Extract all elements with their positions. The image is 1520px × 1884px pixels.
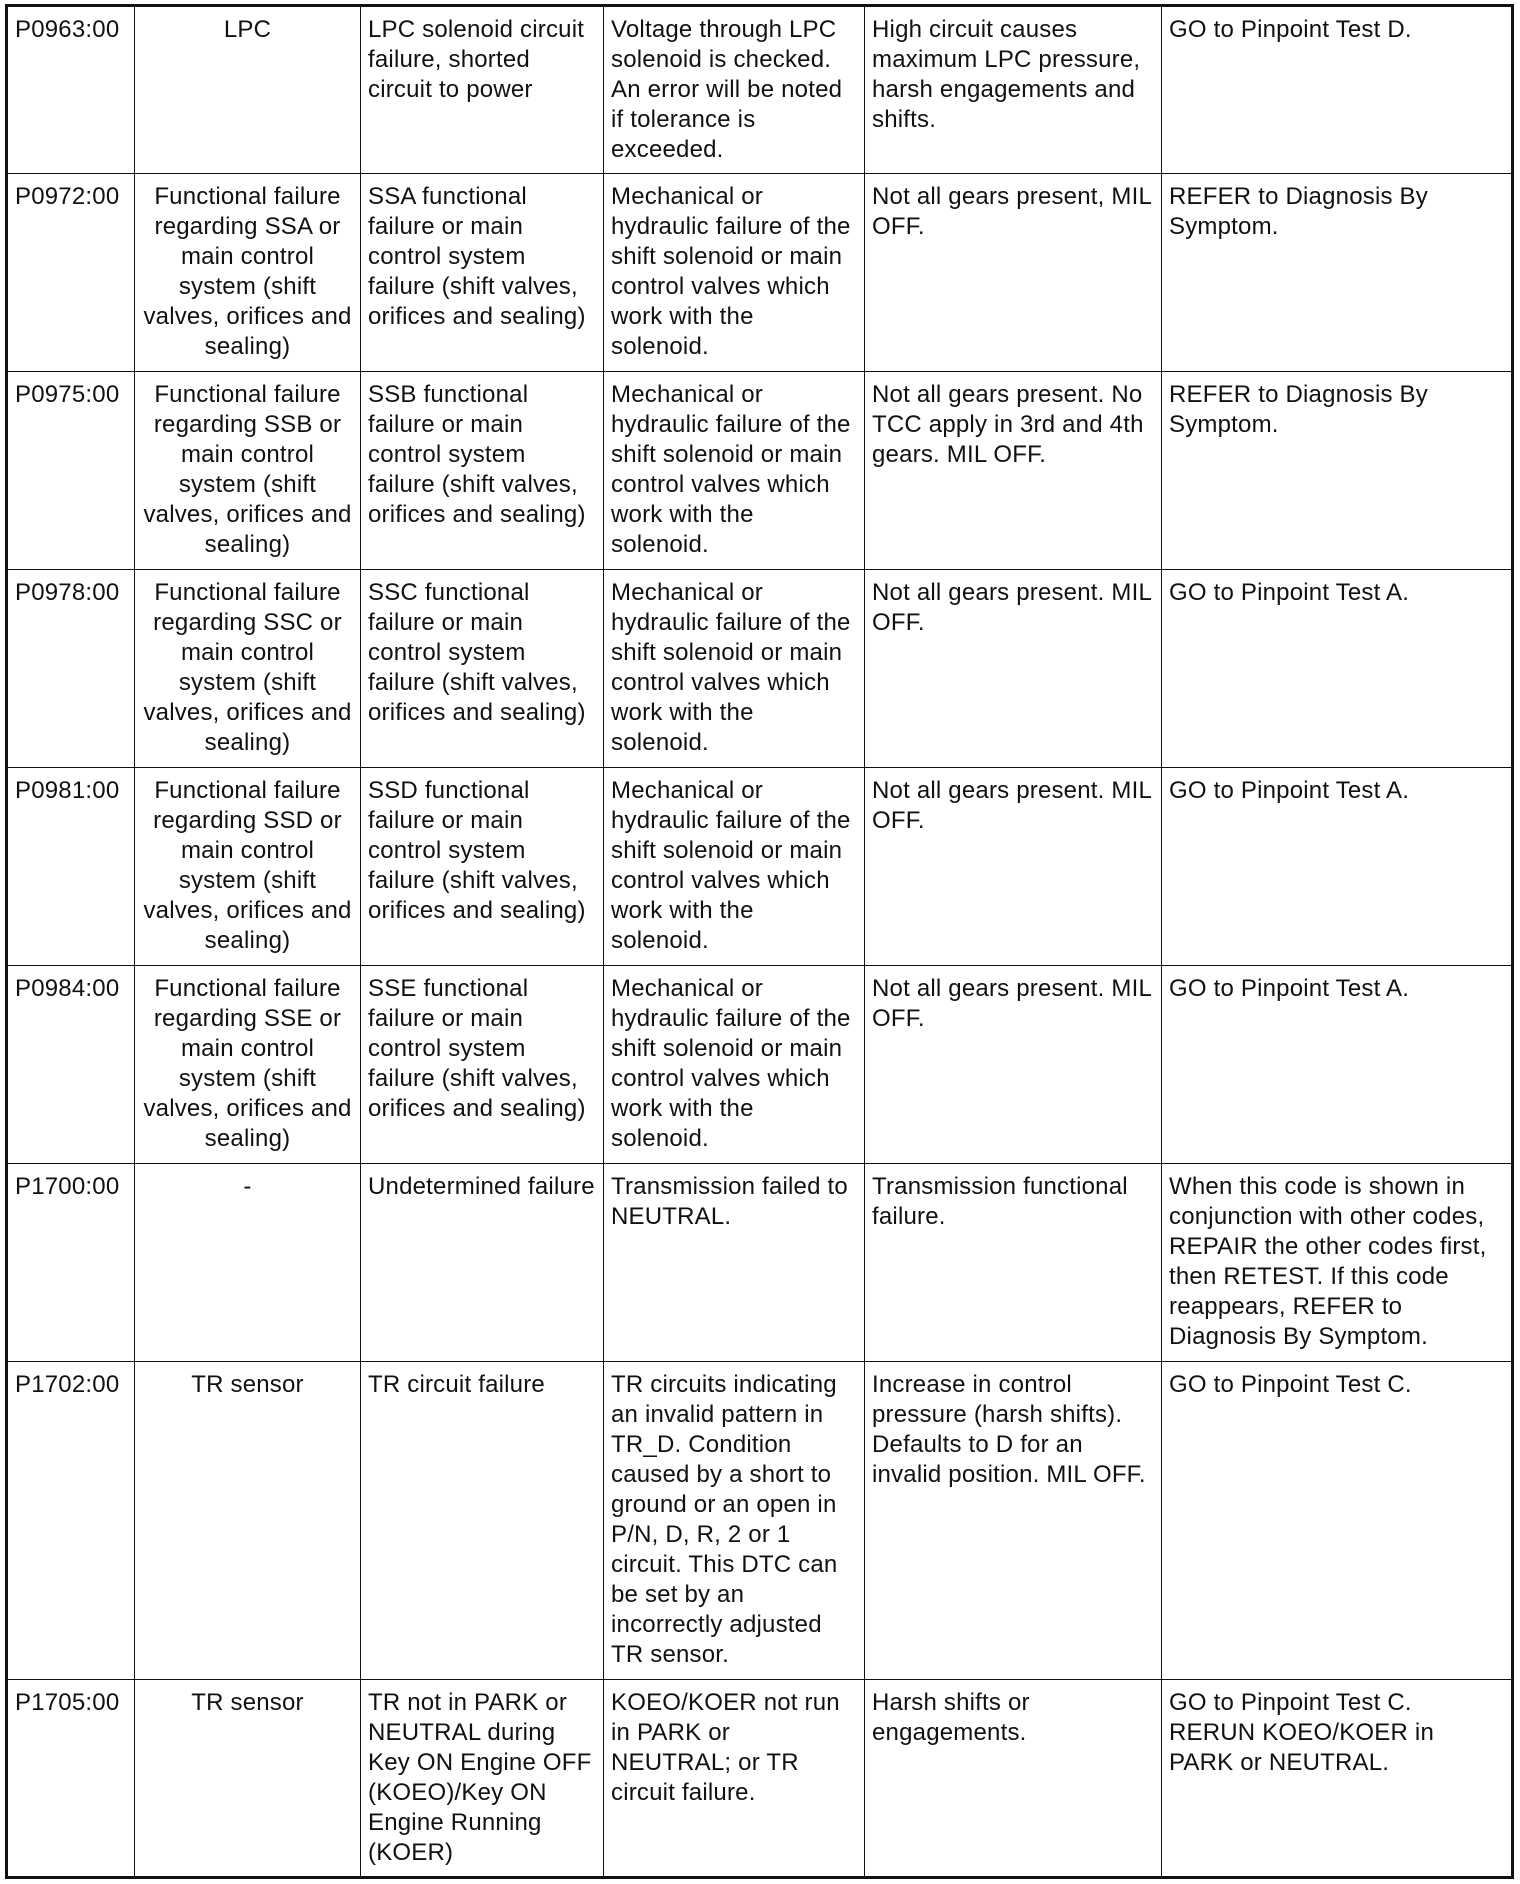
action: GO to Pinpoint Test C. — [1162, 1362, 1513, 1680]
description: Undetermined failure — [361, 1164, 604, 1362]
symptom: Increase in control pressure (harsh shifts). Defaults to D for an invalid position. MIL OFF. — [865, 1362, 1162, 1680]
condition: Voltage through LPC solenoid is checked. An error will be noted if tolerance is exceeded. — [604, 6, 865, 174]
table-row — [7, 1164, 1513, 1362]
dtc-code: P0963:00 — [7, 6, 135, 174]
condition: Mechanical or hydraulic failure of the shift solenoid or main control valves which work with the solenoid. — [604, 372, 865, 570]
description: SSE functional failure or main control system failure (shift valves, orifices and sealing) — [361, 966, 604, 1164]
table-row — [7, 1362, 1513, 1680]
action: GO to Pinpoint Test A. — [1162, 570, 1513, 768]
description: TR circuit failure — [361, 1362, 604, 1680]
symptom: Not all gears present. MIL OFF. — [865, 570, 1162, 768]
symptom: Transmission functional failure. — [865, 1164, 1162, 1362]
table-row — [7, 1680, 1513, 1878]
component: Functional failure regarding SSC or main control system (shift valves, orifices and sealing) — [135, 570, 361, 768]
condition: KOEO/KOER not run in PARK or NEUTRAL; or TR circuit failure. — [604, 1680, 865, 1878]
dtc-code: P0975:00 — [7, 372, 135, 570]
component: TR sensor — [135, 1362, 361, 1680]
table-row — [7, 768, 1513, 966]
component: Functional failure regarding SSA or main control system (shift valves, orifices and sealing) — [135, 174, 361, 372]
description: SSB functional failure or main control system failure (shift valves, orifices and sealing) — [361, 372, 604, 570]
action: GO to Pinpoint Test D. — [1162, 6, 1513, 174]
component: Functional failure regarding SSD or main control system (shift valves, orifices and sealing) — [135, 768, 361, 966]
action: GO to Pinpoint Test A. — [1162, 768, 1513, 966]
condition: Mechanical or hydraulic failure of the shift solenoid or main control valves which work with the solenoid. — [604, 174, 865, 372]
component: Functional failure regarding SSE or main control system (shift valves, orifices and sealing) — [135, 966, 361, 1164]
component: - — [135, 1164, 361, 1362]
dtc-code: P0984:00 — [7, 966, 135, 1164]
dtc-code: P1702:00 — [7, 1362, 135, 1680]
action: REFER to Diagnosis By Symptom. — [1162, 174, 1513, 372]
description: SSA functional failure or main control system failure (shift valves, orifices and sealing) — [361, 174, 604, 372]
symptom: High circuit causes maximum LPC pressure, harsh engagements and shifts. — [865, 6, 1162, 174]
table-row — [7, 372, 1513, 570]
description: LPC solenoid circuit failure, shorted circuit to power — [361, 6, 604, 174]
symptom: Not all gears present, MIL OFF. — [865, 174, 1162, 372]
table-row — [7, 570, 1513, 768]
component: Functional failure regarding SSB or main control system (shift valves, orifices and sealing) — [135, 372, 361, 570]
component: TR sensor — [135, 1680, 361, 1878]
action: When this code is shown in conjunction with other codes, REPAIR the other codes first, then RETEST. If this code reappears, REFER to Diagnosis By Symptom. — [1162, 1164, 1513, 1362]
dtc-code: P1705:00 — [7, 1680, 135, 1878]
table-row — [7, 6, 1513, 174]
dtc-code: P1700:00 — [7, 1164, 135, 1362]
symptom: Not all gears present. No TCC apply in 3rd and 4th gears. MIL OFF. — [865, 372, 1162, 570]
action: GO to Pinpoint Test A. — [1162, 966, 1513, 1164]
component: LPC — [135, 6, 361, 174]
condition: Transmission failed to NEUTRAL. — [604, 1164, 865, 1362]
dtc-code: P0981:00 — [7, 768, 135, 966]
description: SSD functional failure or main control system failure (shift valves, orifices and sealing) — [361, 768, 604, 966]
symptom: Not all gears present. MIL OFF. — [865, 966, 1162, 1164]
dtc-code: P0978:00 — [7, 570, 135, 768]
action: GO to Pinpoint Test C. RERUN KOEO/KOER in PARK or NEUTRAL. — [1162, 1680, 1513, 1878]
description: SSC functional failure or main control system failure (shift valves, orifices and sealing) — [361, 570, 604, 768]
description: TR not in PARK or NEUTRAL during Key ON Engine OFF (KOEO)/Key ON Engine Running (KOER) — [361, 1680, 604, 1878]
action: REFER to Diagnosis By Symptom. — [1162, 372, 1513, 570]
condition: Mechanical or hydraulic failure of the shift solenoid or main control valves which work with the solenoid. — [604, 966, 865, 1164]
symptom: Not all gears present. MIL OFF. — [865, 768, 1162, 966]
table-row — [7, 966, 1513, 1164]
dtc-table — [5, 4, 1514, 1879]
condition: Mechanical or hydraulic failure of the shift solenoid or main control valves which work with the solenoid. — [604, 768, 865, 966]
dtc-code: P0972:00 — [7, 174, 135, 372]
table-row — [7, 174, 1513, 372]
condition: Mechanical or hydraulic failure of the shift solenoid or main control valves which work with the solenoid. — [604, 570, 865, 768]
symptom: Harsh shifts or engagements. — [865, 1680, 1162, 1878]
condition: TR circuits indicating an invalid pattern in TR_D. Condition caused by a short to ground or an open in P/N, D, R, 2 or 1 circuit. This DTC can be set by an incorrectly adjusted TR sensor. — [604, 1362, 865, 1680]
